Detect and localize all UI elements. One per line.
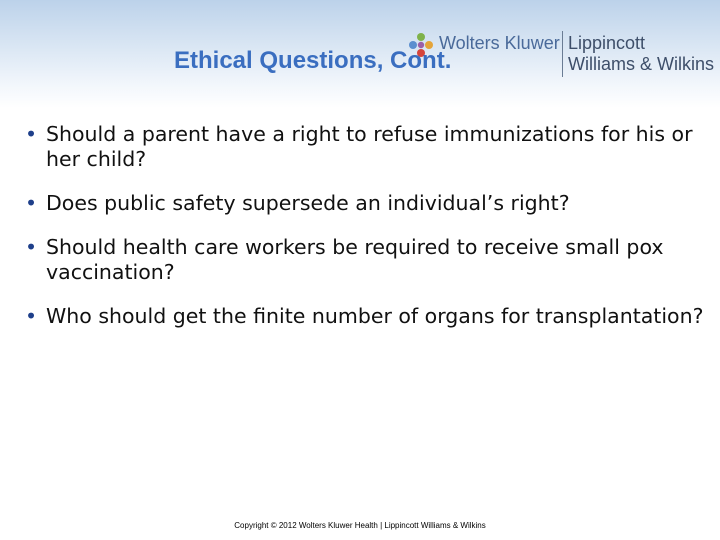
bullet-item xyxy=(24,235,704,285)
bullet-text: Who should get the finite number of organs for transplantation? xyxy=(46,304,704,328)
logo-divider xyxy=(562,31,563,77)
bullet-item xyxy=(24,304,704,329)
lippincott-wordmark: Lippincott xyxy=(568,33,646,53)
bullet-text: Should health care workers be required to receive small pox vaccination? xyxy=(46,235,664,284)
bullet-text: Does public safety supersede an individual’s right? xyxy=(46,191,570,215)
bullet-marker: • xyxy=(25,122,38,146)
bullet-marker: • xyxy=(25,191,38,215)
slide-title: Ethical Questions, Cont. xyxy=(174,47,452,74)
bullet-marker: • xyxy=(25,235,38,259)
copyright-footer: Copyright © 2012 Wolters Kluwer Health | Lippincott Williams & Wilkins xyxy=(234,521,486,530)
williams-wilkins-wordmark: Williams & Wilkins xyxy=(568,54,714,74)
bullet-item xyxy=(24,122,704,172)
bullet-list xyxy=(24,122,704,348)
bullet-text: Should a parent have a right to refuse immunizations for his or her child? xyxy=(46,122,693,171)
bullet-marker: • xyxy=(25,304,38,328)
bullet-item xyxy=(24,191,704,216)
wolters-kluwer-wordmark: Wolters Kluwer xyxy=(439,33,560,53)
